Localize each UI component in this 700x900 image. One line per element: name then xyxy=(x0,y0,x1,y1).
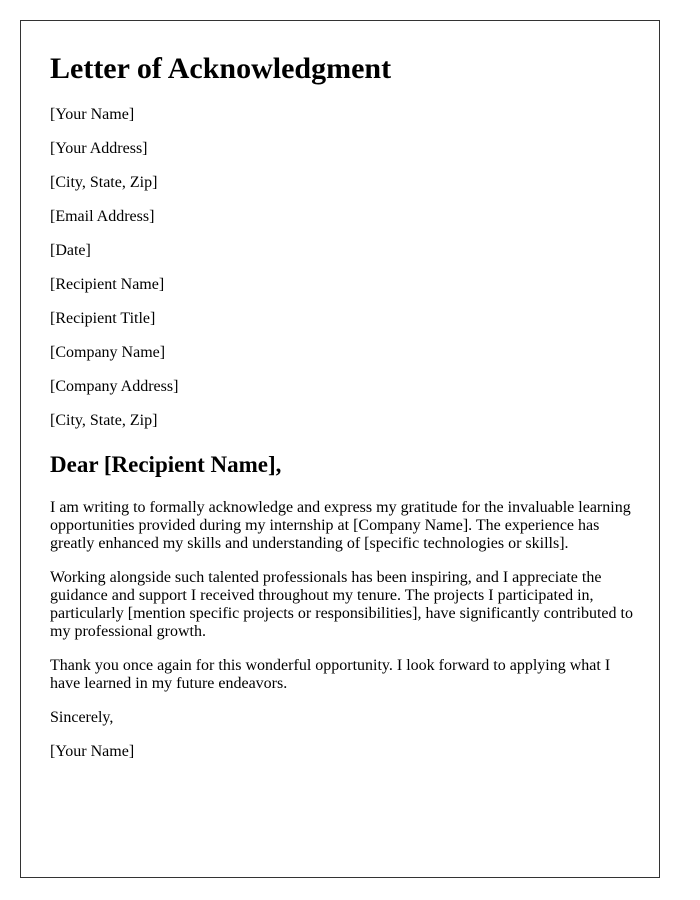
signature: [Your Name] xyxy=(50,743,135,760)
recipient-city-state-zip: [City, State, Zip] xyxy=(50,412,158,429)
sender-address: [Your Address] xyxy=(50,140,148,157)
letter-page xyxy=(20,20,660,878)
recipient-company-address: [Company Address] xyxy=(50,378,179,395)
body-paragraph: Thank you once again for this wonderful opportunity. I look forward to applying what I have learned in my future endeavors. xyxy=(50,657,611,692)
sender-email: [Email Address] xyxy=(50,208,155,225)
recipient-name: [Recipient Name] xyxy=(50,276,165,293)
sender-name: [Your Name] xyxy=(50,106,135,123)
letter-title: Letter of Acknowledgment xyxy=(50,52,392,85)
letter-body xyxy=(50,499,640,777)
body-paragraph: Working alongside such talented professionals has been inspiring, and I appreciate the guidance and support I received throughout my tenure. The projects I participated in, particularly [mention specific projects or responsibilities], have significantly contributed to my professional growth. xyxy=(50,569,633,640)
salutation: Dear [Recipient Name], xyxy=(50,452,282,477)
address-block xyxy=(50,106,178,446)
closing: Sincerely, xyxy=(50,709,114,726)
recipient-company: [Company Name] xyxy=(50,344,166,361)
letter-date: [Date] xyxy=(50,242,91,259)
sender-city-state-zip: [City, State, Zip] xyxy=(50,174,158,191)
body-paragraph: I am writing to formally acknowledge and express my gratitude for the invaluable learning opportunities provided during my internship at [Company Name]. The experience has greatly enhanced my skills and understanding of [specific technologies or skills]. xyxy=(50,499,631,552)
recipient-title: [Recipient Title] xyxy=(50,310,156,327)
